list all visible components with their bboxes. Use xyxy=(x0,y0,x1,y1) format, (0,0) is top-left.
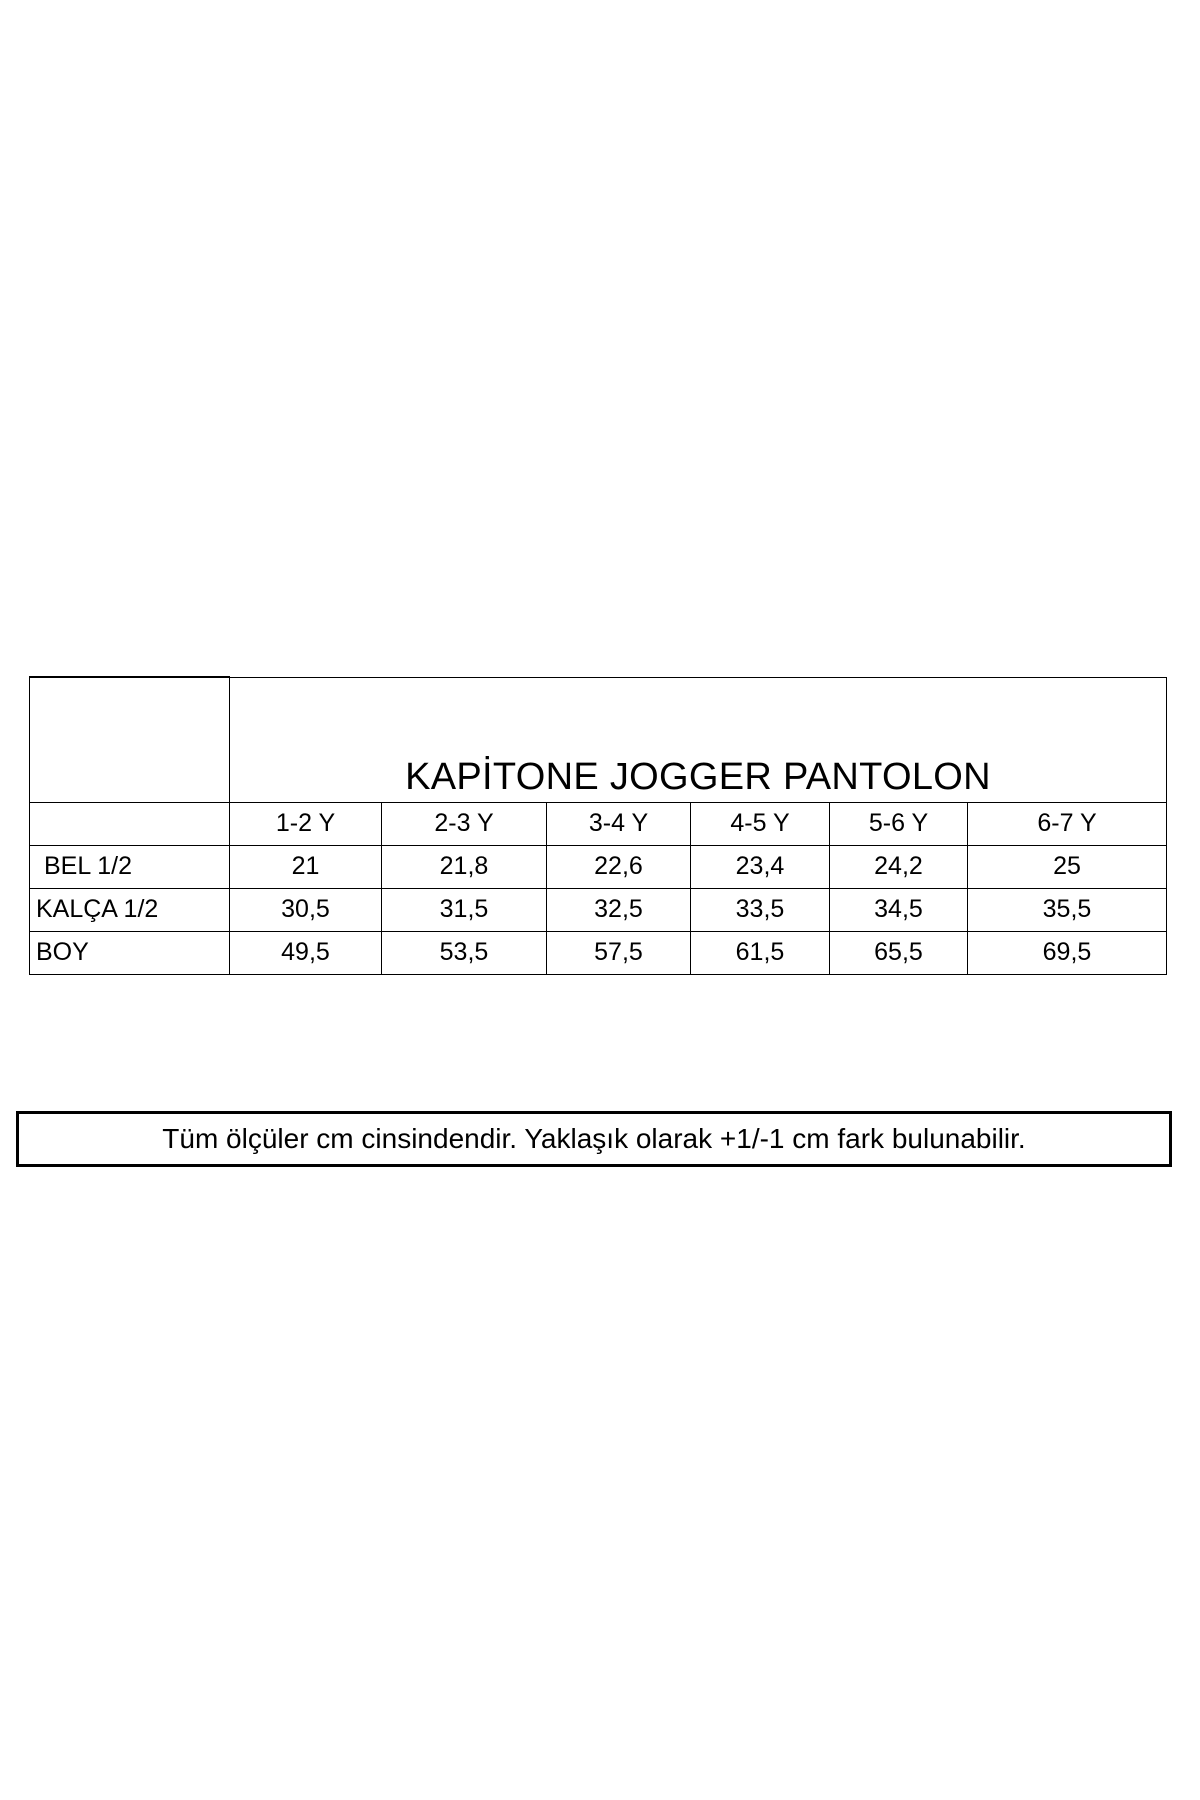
row-label: BOY xyxy=(30,931,230,974)
table-row xyxy=(30,888,1167,931)
table-cell: 23,4 xyxy=(691,845,830,888)
table-row xyxy=(30,845,1167,888)
table-cell: 61,5 xyxy=(691,931,830,974)
size-header-row xyxy=(30,802,1167,845)
table-cell: 21 xyxy=(230,845,382,888)
table-cell: 25 xyxy=(968,845,1167,888)
table-cell: 49,5 xyxy=(230,931,382,974)
table-row xyxy=(30,931,1167,974)
table-cell: 34,5 xyxy=(830,888,968,931)
table-cell: 21,8 xyxy=(382,845,547,888)
product-title: KAPİTONE JOGGER PANTOLON xyxy=(230,677,1167,802)
table-cell: 30,5 xyxy=(230,888,382,931)
empty-header-cell xyxy=(30,802,230,845)
table-cell: 65,5 xyxy=(830,931,968,974)
size-header-cell: 3-4 Y xyxy=(547,802,691,845)
row-label: KALÇA 1/2 xyxy=(30,888,230,931)
size-header-cell: 6-7 Y xyxy=(968,802,1167,845)
table-cell: 22,6 xyxy=(547,845,691,888)
size-header-cell: 1-2 Y xyxy=(230,802,382,845)
size-header-cell: 2-3 Y xyxy=(382,802,547,845)
table-cell: 53,5 xyxy=(382,931,547,974)
size-header-cell: 5-6 Y xyxy=(830,802,968,845)
table-cell: 57,5 xyxy=(547,931,691,974)
size-chart-table xyxy=(29,676,1167,975)
table-cell: 33,5 xyxy=(691,888,830,931)
table-cell: 69,5 xyxy=(968,931,1167,974)
table-cell: 31,5 xyxy=(382,888,547,931)
row-label: BEL 1/2 xyxy=(30,845,230,888)
table-cell: 24,2 xyxy=(830,845,968,888)
table-cell: 35,5 xyxy=(968,888,1167,931)
size-header-cell: 4-5 Y xyxy=(691,802,830,845)
measurement-note xyxy=(16,1111,1172,1167)
empty-corner-cell xyxy=(30,677,230,802)
table-cell: 32,5 xyxy=(547,888,691,931)
table-title-row xyxy=(30,677,1167,802)
measurement-note-text: Tüm ölçüler cm cinsindendir. Yaklaşık olarak +1/-1 cm fark bulunabilir. xyxy=(162,1123,1026,1154)
